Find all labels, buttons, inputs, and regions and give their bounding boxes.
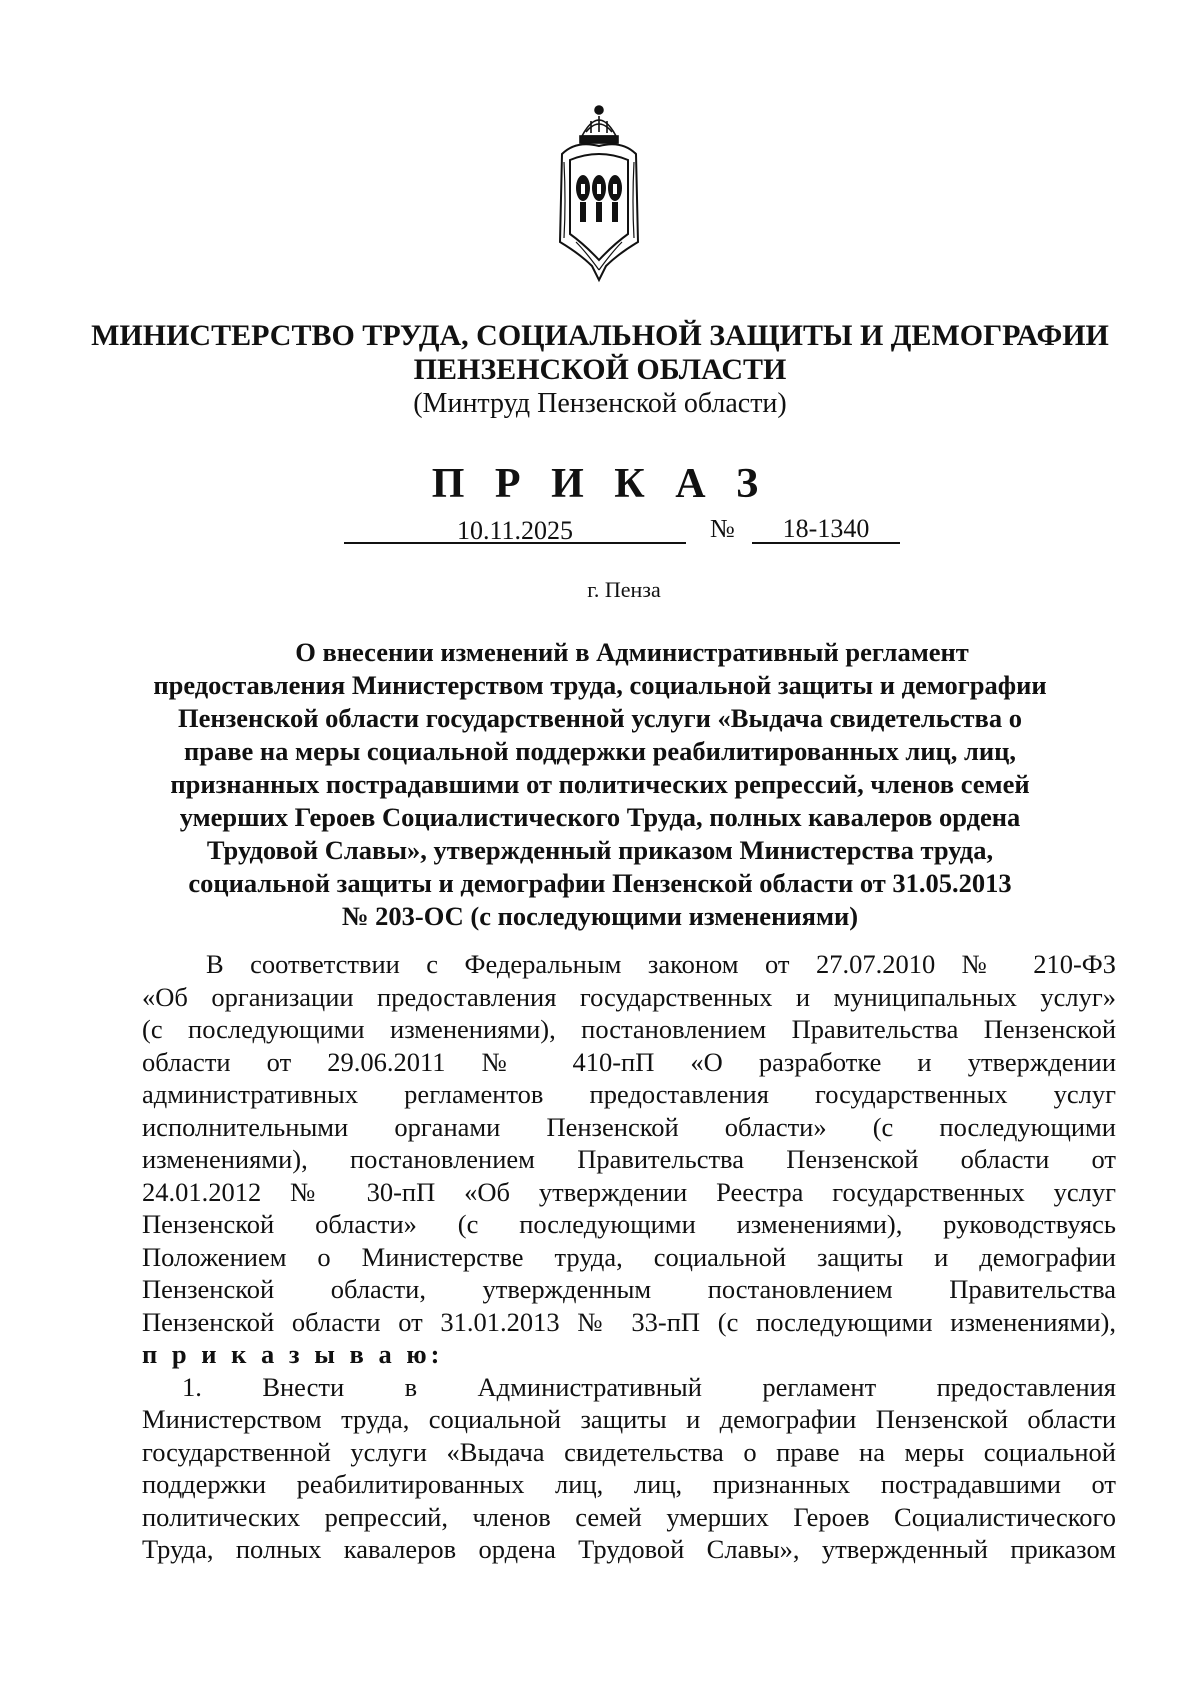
item-line: Министерством труда, социальной защиты и демографии Пензенской области	[142, 1404, 1116, 1434]
heading-line: Пензенской области государственной услуги «Выдача свидетельства о	[178, 703, 1022, 733]
item-line: государственной услуги «Выдача свидетельства о праве на меры социальной	[142, 1436, 1116, 1467]
heading-line: предоставления Министерством труда, социальной защиты и демографии	[153, 670, 1047, 700]
organization-short-name: (Минтруд Пензенской области)	[413, 388, 787, 419]
heading-line: признанных пострадавшими от политических репрессий, членов семей	[170, 769, 1030, 799]
body-line: области от 29.06.2011 № 410-пП «О разработке и утверждении	[142, 1046, 1116, 1077]
document-number: 18-1340	[782, 514, 870, 543]
order-word: п р и к а з ы в а ю:	[142, 1339, 444, 1369]
heading-line: Трудовой Славы», утвержденный приказом Министерства труда,	[206, 835, 994, 865]
body-line: административных регламентов предоставления государственных услуг	[142, 1079, 1116, 1109]
body-line: исполнительными органами Пензенской области» (с последующими	[142, 1111, 1116, 1142]
organization-name: МИНИСТЕРСТВО ТРУДА, СОЦИАЛЬНОЙ ЗАЩИТЫ И ДЕМОГРАФИИ	[91, 319, 1109, 352]
body-line: «Об организации предоставления государственных и муниципальных услуг»	[142, 981, 1116, 1012]
document-heading	[130, 636, 1070, 933]
heading-line: умерших Героев Социалистического Труда, полных кавалеров ордена	[179, 802, 1021, 832]
heading-line: О внесении изменений в Административный регламент	[295, 637, 969, 667]
item-line: поддержки реабилитированных лиц, лиц, признанных пострадавшими от	[142, 1469, 1116, 1499]
item-line: Труда, полных кавалеров ордена Трудовой Славы», утвержденный приказом	[142, 1534, 1116, 1564]
heading-line: № 203-ОС (с последующими изменениями)	[341, 901, 859, 931]
item-line: 1. Внести в Административный регламент предоставления	[182, 1371, 1116, 1402]
body-line: 24.01.2012 № 30-пП «Об утверждении Реестра государственных услуг	[142, 1176, 1116, 1207]
document-date: 10.11.2025	[456, 516, 574, 545]
document-body	[142, 948, 1116, 1566]
number-underline	[752, 542, 900, 544]
body-line: Пензенской области» (с последующими изменениями), руководствуясь	[142, 1209, 1116, 1239]
body-line: (с последующими изменениями), постановлением Правительства Пензенской	[142, 1014, 1116, 1044]
document-place: г. Пенза	[587, 577, 661, 602]
number-sign: №	[710, 514, 735, 543]
document-title: П Р И К А З	[431, 461, 769, 507]
organization-region: ПЕНЗЕНСКОЙ ОБЛАСТИ	[413, 353, 787, 386]
body-line: Положением о Министерстве труда, социальной защиты и демографии	[142, 1241, 1116, 1272]
body-line: Пензенской области от 31.01.2013 № 33-пП (с последующими изменениями),	[142, 1306, 1116, 1337]
heading-line: социальной защиты и демографии Пензенской области от 31.05.2013	[188, 868, 1012, 898]
body-line: В соответствии с Федеральным законом от 27.07.2010 № 210-ФЗ	[206, 949, 1116, 979]
penza-coat-of-arms-icon	[556, 102, 642, 288]
body-line: изменениями), постановлением Правительства Пензенской области от	[142, 1144, 1116, 1174]
body-line: Пензенской области, утвержденным постановлением Правительства	[142, 1274, 1116, 1304]
heading-line: праве на меры социальной поддержки реабилитированных лиц, лиц,	[183, 736, 1017, 766]
date-underline	[344, 542, 686, 544]
item-line: политических репрессий, членов семей умерших Героев Социалистического	[142, 1501, 1116, 1532]
